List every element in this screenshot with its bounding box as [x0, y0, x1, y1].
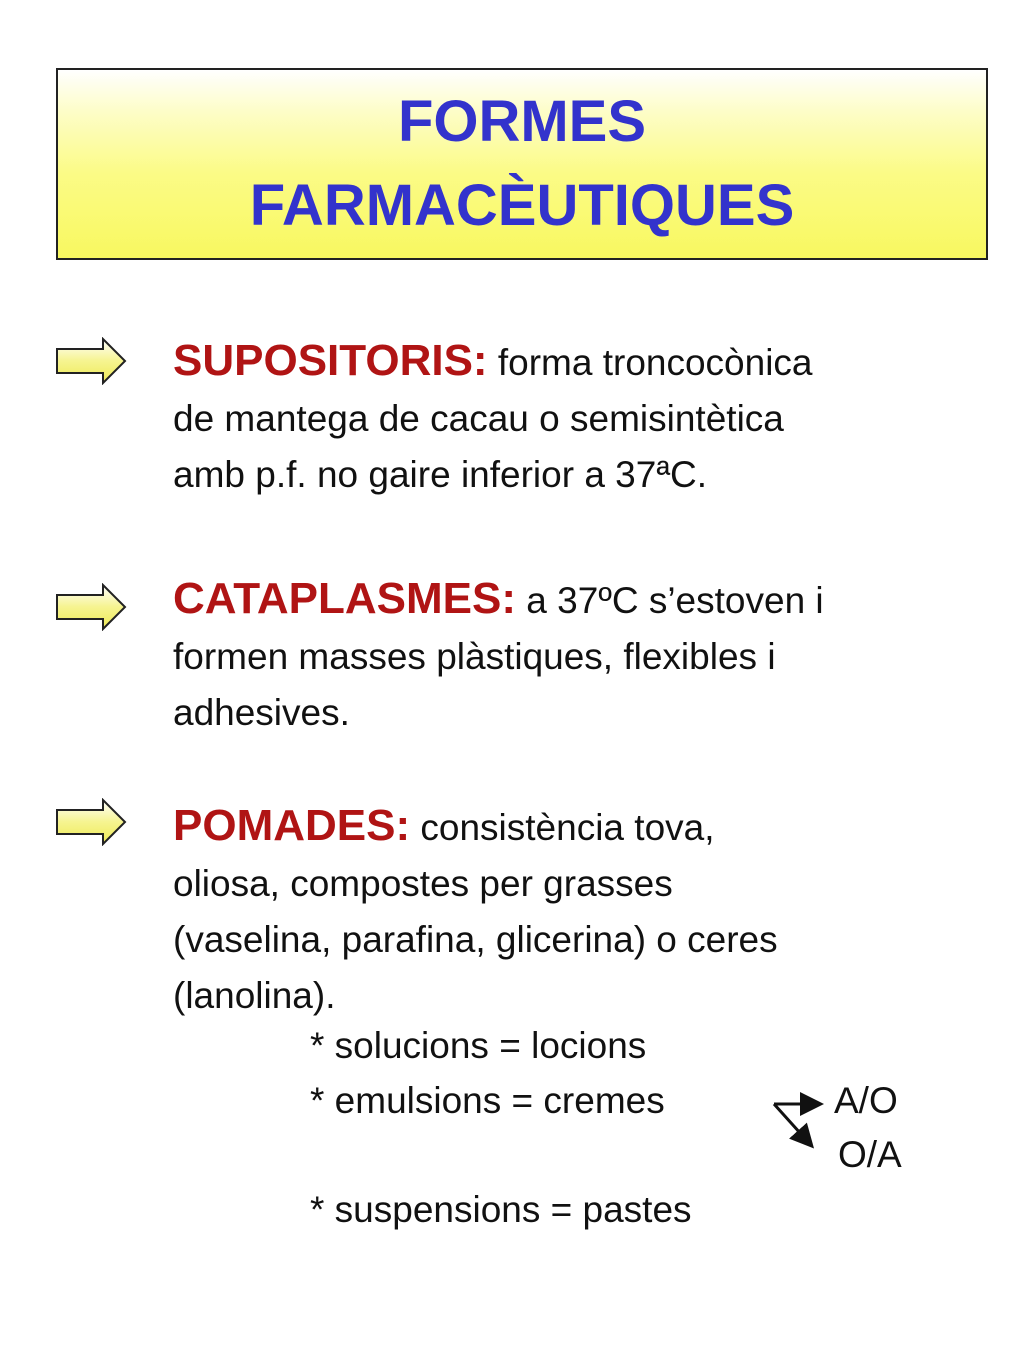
item-heading: POMADES:: [173, 801, 411, 850]
item-cataplasmes: [173, 571, 993, 741]
subitem-emulsions: * emulsions = cremes: [310, 1080, 665, 1121]
item-text: (lanolina).: [173, 975, 336, 1016]
item-text: adhesives.: [173, 692, 350, 733]
item-text: consistència tova,: [410, 807, 715, 848]
item-supositoris: [173, 333, 993, 503]
right-arrow-icon: [55, 798, 127, 846]
item-text: (vaselina, parafina, glicerina) o ceres: [173, 919, 778, 960]
subitem-suspensions: * suspensions = pastes: [310, 1189, 692, 1230]
item-pomades: [173, 798, 993, 1024]
item-heading: CATAPLASMES:: [173, 574, 517, 623]
item-line: [173, 571, 993, 629]
item-line: [173, 333, 993, 391]
title-line-1: FORMES: [397, 89, 647, 154]
item-text: a 37ºC s’estoven i: [516, 580, 824, 621]
item-text: formen masses plàstiques, flexibles i: [173, 636, 776, 677]
subitem-solucions: * solucions = locions: [310, 1025, 647, 1066]
item-line: [173, 798, 993, 856]
item-text: de mantega de cacau o semisintètica: [173, 398, 784, 439]
branch-arrow-icon: [766, 1086, 830, 1156]
emulsion-type-ao: A/O: [834, 1080, 898, 1121]
emulsion-type-oa: O/A: [838, 1134, 902, 1175]
item-text: amb p.f. no gaire inferior a 37ªC.: [173, 454, 708, 495]
item-text: oliosa, compostes per grasses: [173, 863, 673, 904]
right-arrow-icon: [55, 337, 127, 385]
title-box: [56, 68, 988, 260]
title-line-2: FARMACÈUTIQUES: [249, 173, 795, 238]
item-heading: SUPOSITORIS:: [173, 336, 488, 385]
right-arrow-icon: [55, 583, 127, 631]
item-text: forma troncocònica: [487, 342, 813, 383]
